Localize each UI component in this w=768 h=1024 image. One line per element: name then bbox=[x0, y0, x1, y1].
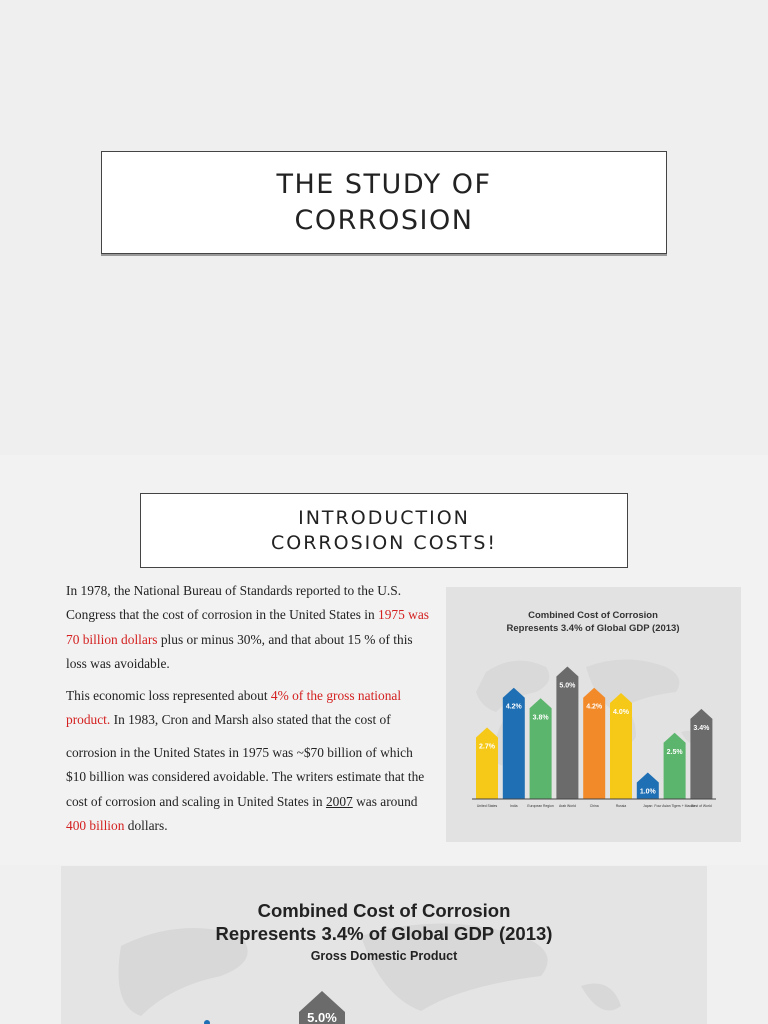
category-label: India bbox=[510, 804, 518, 808]
p1-text-a: In 1978, the National Bureau of Standards reported to the U.S. Congress that the cost of corrosion in the United States in bbox=[66, 583, 402, 623]
slide-1 bbox=[0, 0, 768, 455]
paragraph-3 bbox=[66, 741, 434, 838]
intro-heading-box bbox=[140, 493, 628, 568]
p1-text-c: plus or minus 30%, and that about 15 % of this loss was avoidable. bbox=[66, 631, 413, 671]
category-label: Four Asian Tigers + Macau bbox=[654, 804, 695, 808]
large-corrosion-chart bbox=[61, 866, 707, 1024]
intro-heading-line-1: INTRODUCTION bbox=[298, 506, 470, 529]
large-chart-bg bbox=[61, 866, 707, 1024]
bar-united-states bbox=[476, 727, 498, 799]
large-bar-india-tip bbox=[204, 1020, 210, 1024]
chart-svg bbox=[446, 587, 741, 842]
p2-highlight: 4% of the gross national product. bbox=[66, 688, 402, 728]
p2-text-c: In 1983, Cron and Marsh also stated that the cost of bbox=[110, 712, 391, 728]
bar-value-label: 4.2% bbox=[505, 703, 522, 711]
p2-text-a: This economic loss represented about bbox=[66, 688, 271, 703]
bar-four-asian-tigers-macau bbox=[664, 733, 686, 799]
category-label: European Region bbox=[527, 804, 554, 808]
p1-highlight: 1975 was 70 billion dollars bbox=[66, 607, 429, 647]
category-label: Japan bbox=[643, 804, 653, 808]
chart-title-line-1: Combined Cost of Corrosion bbox=[528, 610, 658, 621]
large-chart-title-line-2: Represents 3.4% of Global GDP (2013) bbox=[215, 923, 553, 944]
slide-2 bbox=[0, 455, 768, 865]
title-line-2: CORROSION bbox=[294, 204, 474, 236]
p3-highlight: 400 billion bbox=[66, 817, 125, 833]
category-label: Arab World bbox=[558, 804, 576, 808]
category-label: Rest of World bbox=[691, 804, 712, 808]
category-label: United States bbox=[476, 804, 498, 808]
corrosion-cost-chart bbox=[446, 587, 741, 842]
chart-title-line-2: Represents 3.4% of Global GDP (2013) bbox=[506, 623, 680, 634]
bar-rest-of-world bbox=[690, 709, 712, 799]
bar-value-label: 4.0% bbox=[613, 709, 629, 716]
bar-value-label: 1.0% bbox=[639, 788, 656, 796]
p3-text-e: dollars. bbox=[124, 817, 168, 833]
bar-value-label: 3.8% bbox=[532, 714, 549, 722]
bar-value-label: 5.0% bbox=[559, 682, 576, 690]
p3-year: 2007 bbox=[325, 793, 353, 809]
large-chart-title-line-1: Combined Cost of Corrosion bbox=[257, 900, 511, 921]
large-chart-subtitle: Gross Domestic Product bbox=[310, 949, 458, 963]
p3-text-a: corrosion in the United States in 1975 was ~$70 billion of which $10 billion was considered avoidable. The writers estimate that the cost of corrosion and scaling in United States in bbox=[66, 745, 425, 809]
bar-value-label: 3.4% bbox=[693, 724, 710, 732]
bar-value-label: 4.2% bbox=[586, 703, 603, 711]
intro-heading-line-2: CORROSION COSTS! bbox=[270, 531, 498, 554]
bar-value-label: 2.5% bbox=[666, 748, 683, 756]
title-line-1: THE STUDY OF bbox=[276, 168, 492, 200]
category-label: China bbox=[589, 804, 599, 808]
p3-text-c: was around bbox=[352, 793, 418, 809]
bar-value-label: 2.7% bbox=[479, 743, 495, 751]
paragraph-1 bbox=[66, 579, 434, 676]
title-box bbox=[101, 151, 667, 254]
category-label: Russia bbox=[615, 804, 627, 808]
large-bar-label: 5.0% bbox=[307, 1010, 337, 1024]
paragraph-2 bbox=[66, 684, 434, 733]
